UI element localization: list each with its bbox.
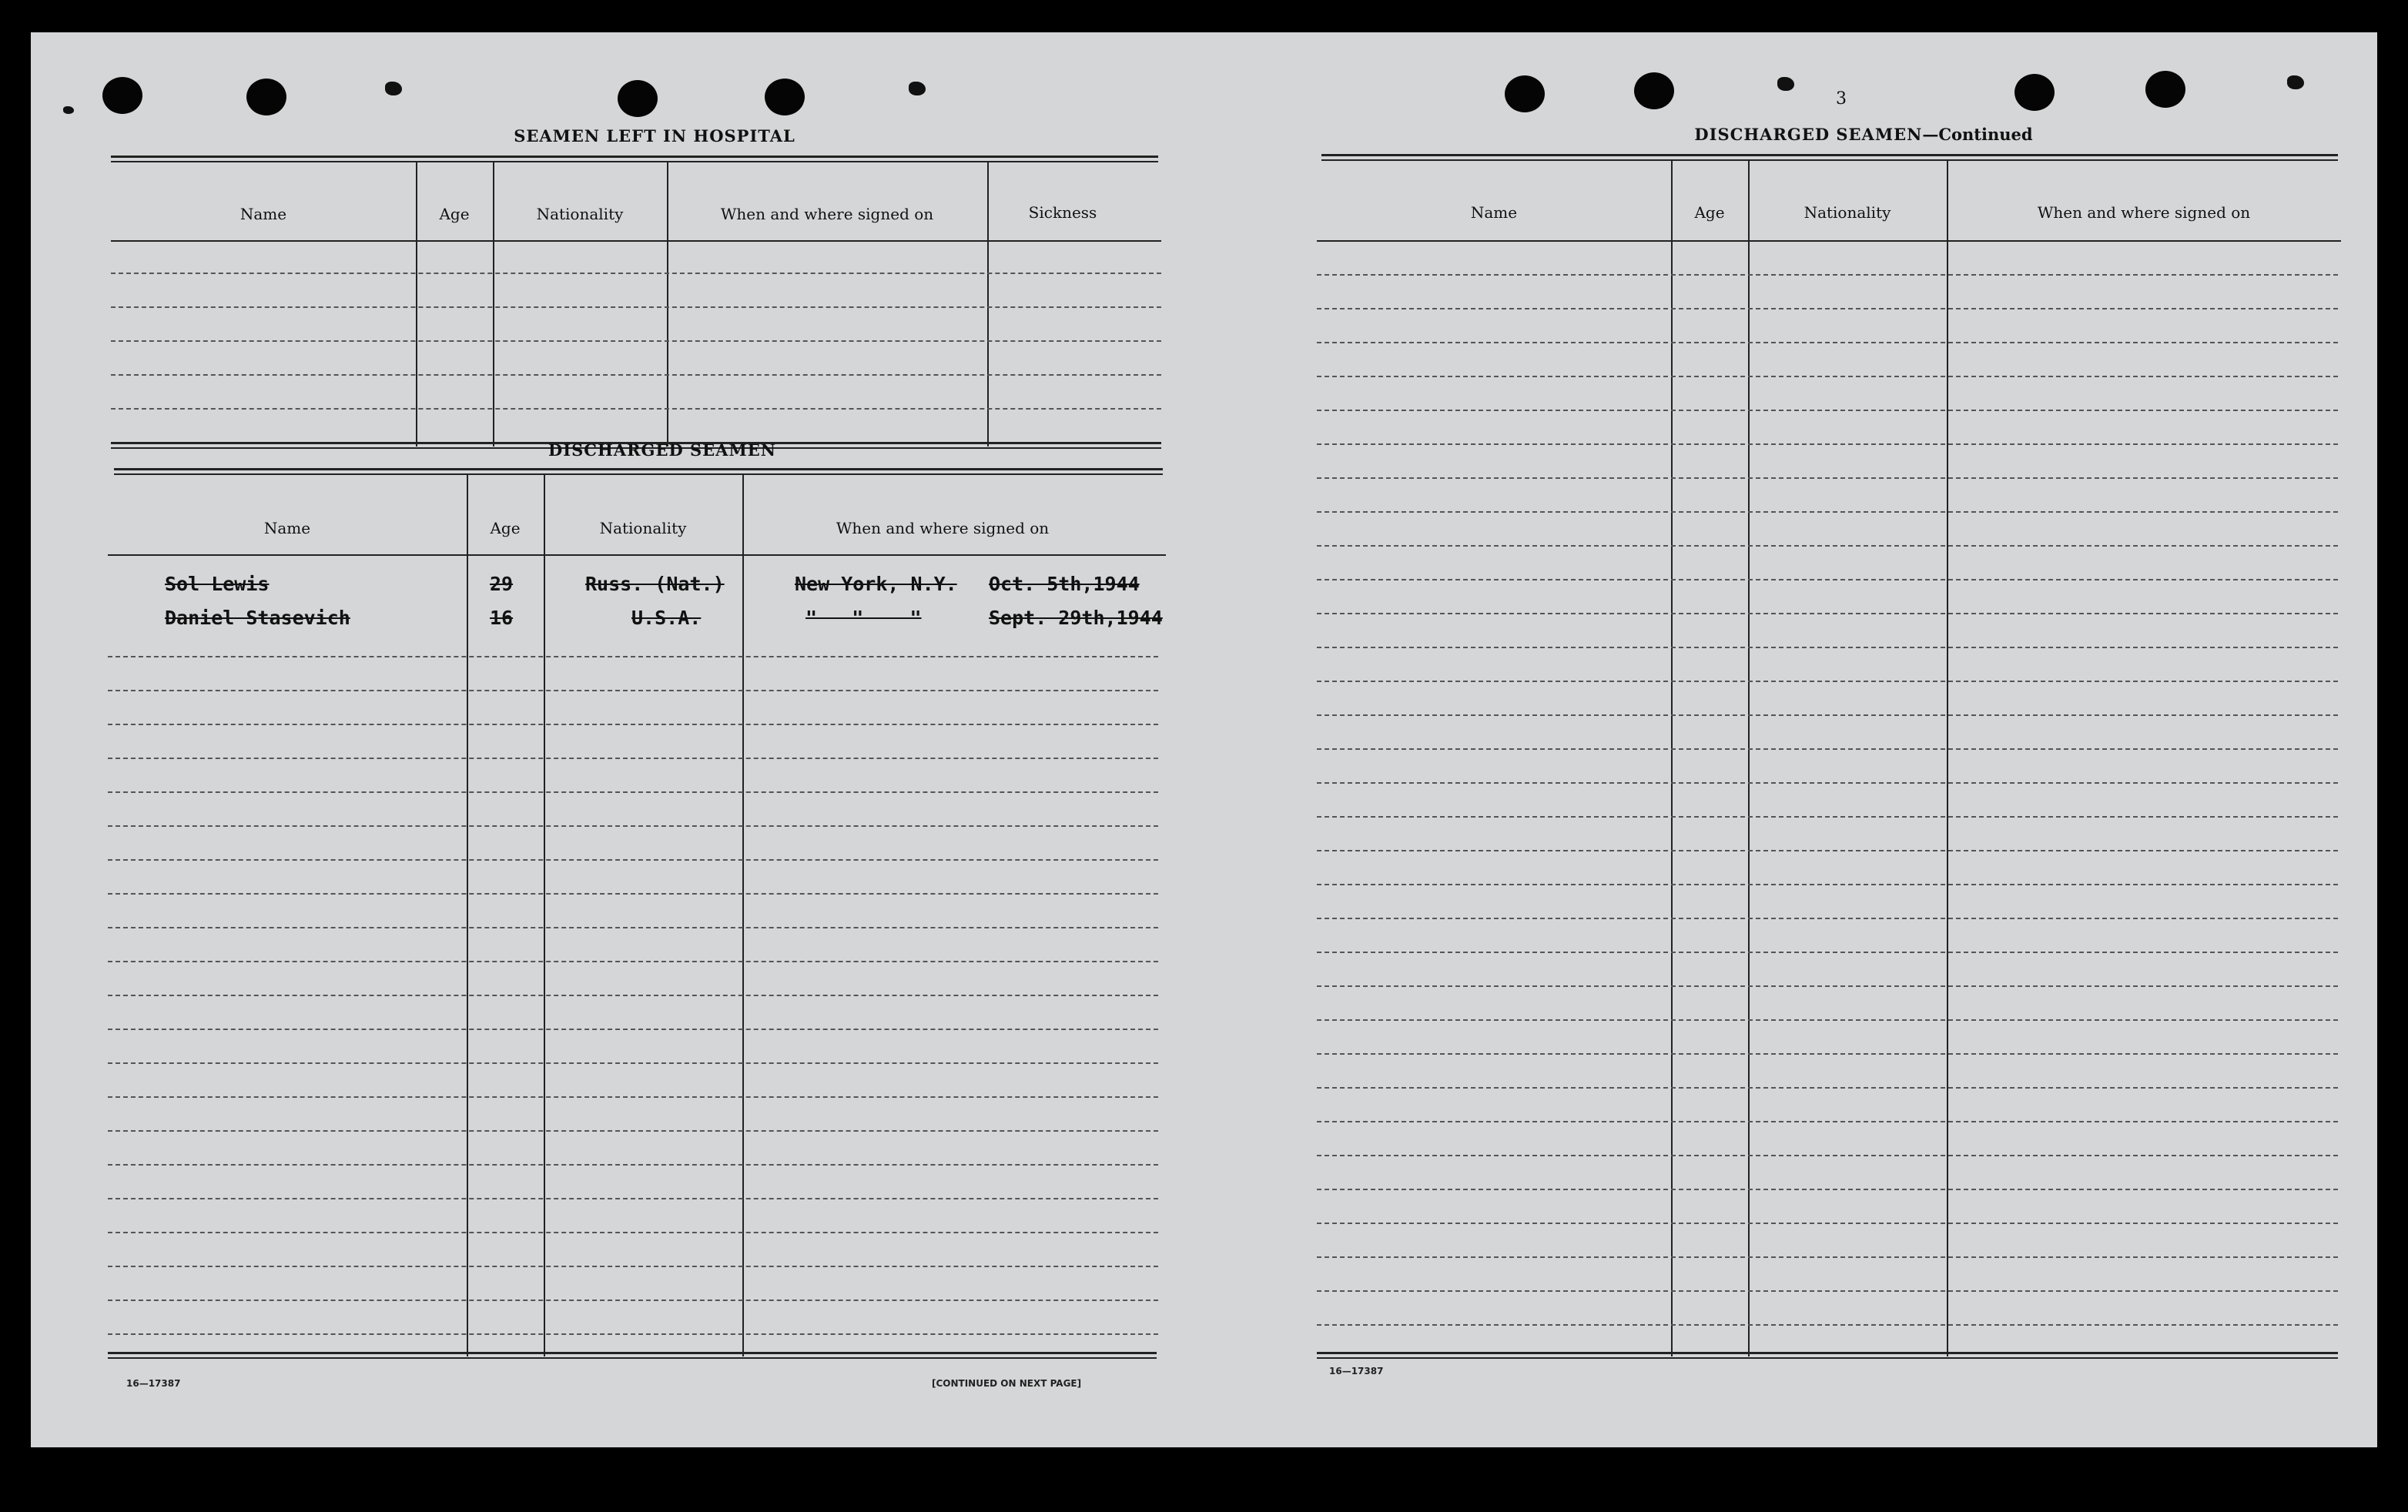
hospital-col-name: Name	[239, 205, 287, 223]
discharged-place-cell: " " "	[805, 607, 922, 629]
row-line	[108, 1266, 1158, 1267]
page-number: 3	[1836, 89, 1847, 109]
row-line	[1317, 1019, 2338, 1021]
row-line	[108, 1300, 1158, 1301]
row-line	[1317, 1053, 2338, 1055]
right-discharged-table	[1317, 160, 2341, 1358]
row-line	[108, 1198, 1158, 1199]
discharged-bottom-rule	[108, 1352, 1157, 1359]
right-col-nationality: Nationality	[1803, 203, 1891, 222]
row-line	[108, 791, 1158, 793]
continued-note: [CONTINUED ON NEXT PAGE]	[932, 1378, 1082, 1389]
left-page	[31, 32, 1201, 1447]
row-line	[1317, 1087, 2338, 1089]
row-line	[1317, 918, 2338, 919]
hospital-divider	[493, 162, 494, 447]
row-line	[1317, 274, 2338, 276]
row-line	[1317, 1290, 2338, 1292]
row-line	[1317, 342, 2338, 343]
hospital-row-line	[111, 408, 1161, 410]
right-col-age: Age	[1694, 203, 1725, 222]
hospital-row-line	[111, 306, 1161, 308]
row-line	[1317, 579, 2338, 580]
row-line	[108, 995, 1158, 996]
row-line	[108, 1232, 1158, 1233]
discharged-date-cell: Oct. 5th,1944	[989, 573, 1140, 595]
row-line	[1317, 1121, 2338, 1122]
discharged-table	[108, 474, 1166, 1361]
row-line	[1317, 714, 2338, 716]
row-line	[108, 1333, 1158, 1335]
row-line	[108, 961, 1158, 962]
left-form-number: 16—17387	[126, 1378, 181, 1389]
document-sheet	[31, 32, 2377, 1447]
discharged-place-cell: New York, N.Y.	[795, 573, 957, 595]
row-line	[1317, 376, 2338, 377]
right-page	[1217, 32, 2377, 1447]
right-bottom-rule	[1317, 1352, 2338, 1359]
hospital-col-age: Age	[439, 205, 470, 223]
right-col-signed-on: When and where signed on	[2037, 203, 2251, 222]
row-line	[1317, 613, 2338, 614]
row-line	[108, 758, 1158, 759]
discharged-nationality-cell: U.S.A.	[631, 607, 702, 629]
discharged-col-age: Age	[490, 519, 521, 537]
row-line	[1317, 748, 2338, 750]
discharged-col-nationality: Nationality	[599, 519, 687, 537]
discharged-divider	[742, 474, 744, 1356]
row-line	[108, 690, 1158, 691]
right-form-number: 16—17387	[1329, 1366, 1384, 1377]
right-title-bold: DISCHARGED SEAMEN	[1694, 125, 1923, 144]
discharged-nationality-cell: Russ. (Nat.)	[585, 573, 725, 595]
row-line	[1317, 1324, 2338, 1326]
discharged-header-rule	[108, 554, 1166, 556]
discharged-divider	[544, 474, 545, 1356]
hospital-col-sickness: Sickness	[1028, 203, 1097, 222]
hospital-divider	[416, 162, 417, 447]
row-line	[108, 859, 1158, 861]
row-line	[1317, 1256, 2338, 1258]
right-section-title	[1633, 125, 2095, 144]
row-line	[1317, 782, 2338, 784]
hospital-divider	[987, 162, 989, 447]
row-line	[1317, 1155, 2338, 1156]
row-line	[1317, 647, 2338, 648]
row-line	[1317, 477, 2338, 479]
row-line	[1317, 1189, 2338, 1190]
row-line	[1317, 985, 2338, 987]
discharged-name-cell: Daniel Stasevich	[165, 607, 350, 629]
discharged-section-title: DISCHARGED SEAMEN	[548, 440, 776, 460]
discharged-col-name: Name	[263, 519, 311, 537]
row-line	[108, 1164, 1158, 1166]
row-line	[108, 1062, 1158, 1064]
discharged-age-cell: 29	[490, 573, 514, 595]
row-line	[1317, 545, 2338, 547]
row-line	[108, 893, 1158, 895]
hospital-row-line	[111, 374, 1161, 376]
row-line	[108, 1096, 1158, 1098]
right-title-rest: —Continued	[1922, 125, 2033, 144]
discharged-divider	[467, 474, 468, 1356]
right-header-rule	[1317, 240, 2341, 242]
row-line	[108, 724, 1158, 725]
discharged-col-signed-on: When and where signed on	[836, 519, 1050, 537]
row-line	[1317, 850, 2338, 851]
row-line	[1317, 681, 2338, 682]
right-divider	[1748, 160, 1750, 1356]
hospital-section-title: SEAMEN LEFT IN HOSPITAL	[514, 126, 795, 146]
row-line	[108, 1029, 1158, 1030]
row-line	[1317, 952, 2338, 953]
hospital-header-rule	[111, 240, 1161, 242]
right-divider	[1671, 160, 1673, 1356]
right-col-name: Name	[1470, 203, 1518, 222]
row-line	[108, 656, 1158, 657]
row-line	[1317, 511, 2338, 513]
row-line	[1317, 884, 2338, 885]
row-line	[1317, 1223, 2338, 1224]
discharged-name-cell: Sol Lewis	[165, 573, 270, 595]
hospital-col-nationality: Nationality	[536, 205, 624, 223]
row-line	[108, 1130, 1158, 1132]
discharged-date-cell: Sept. 29th,1944	[989, 607, 1163, 629]
row-line	[1317, 443, 2338, 445]
hospital-col-signed-on: When and where signed on	[720, 205, 934, 223]
hospital-row-line	[111, 340, 1161, 342]
row-line	[1317, 308, 2338, 309]
discharged-age-cell: 16	[490, 607, 514, 629]
hospital-table	[111, 162, 1161, 447]
hospital-row-line	[111, 273, 1161, 274]
row-line	[1317, 816, 2338, 818]
row-line	[108, 825, 1158, 827]
hospital-divider	[667, 162, 668, 447]
right-divider	[1947, 160, 1948, 1356]
row-line	[1317, 410, 2338, 411]
row-line	[108, 927, 1158, 928]
